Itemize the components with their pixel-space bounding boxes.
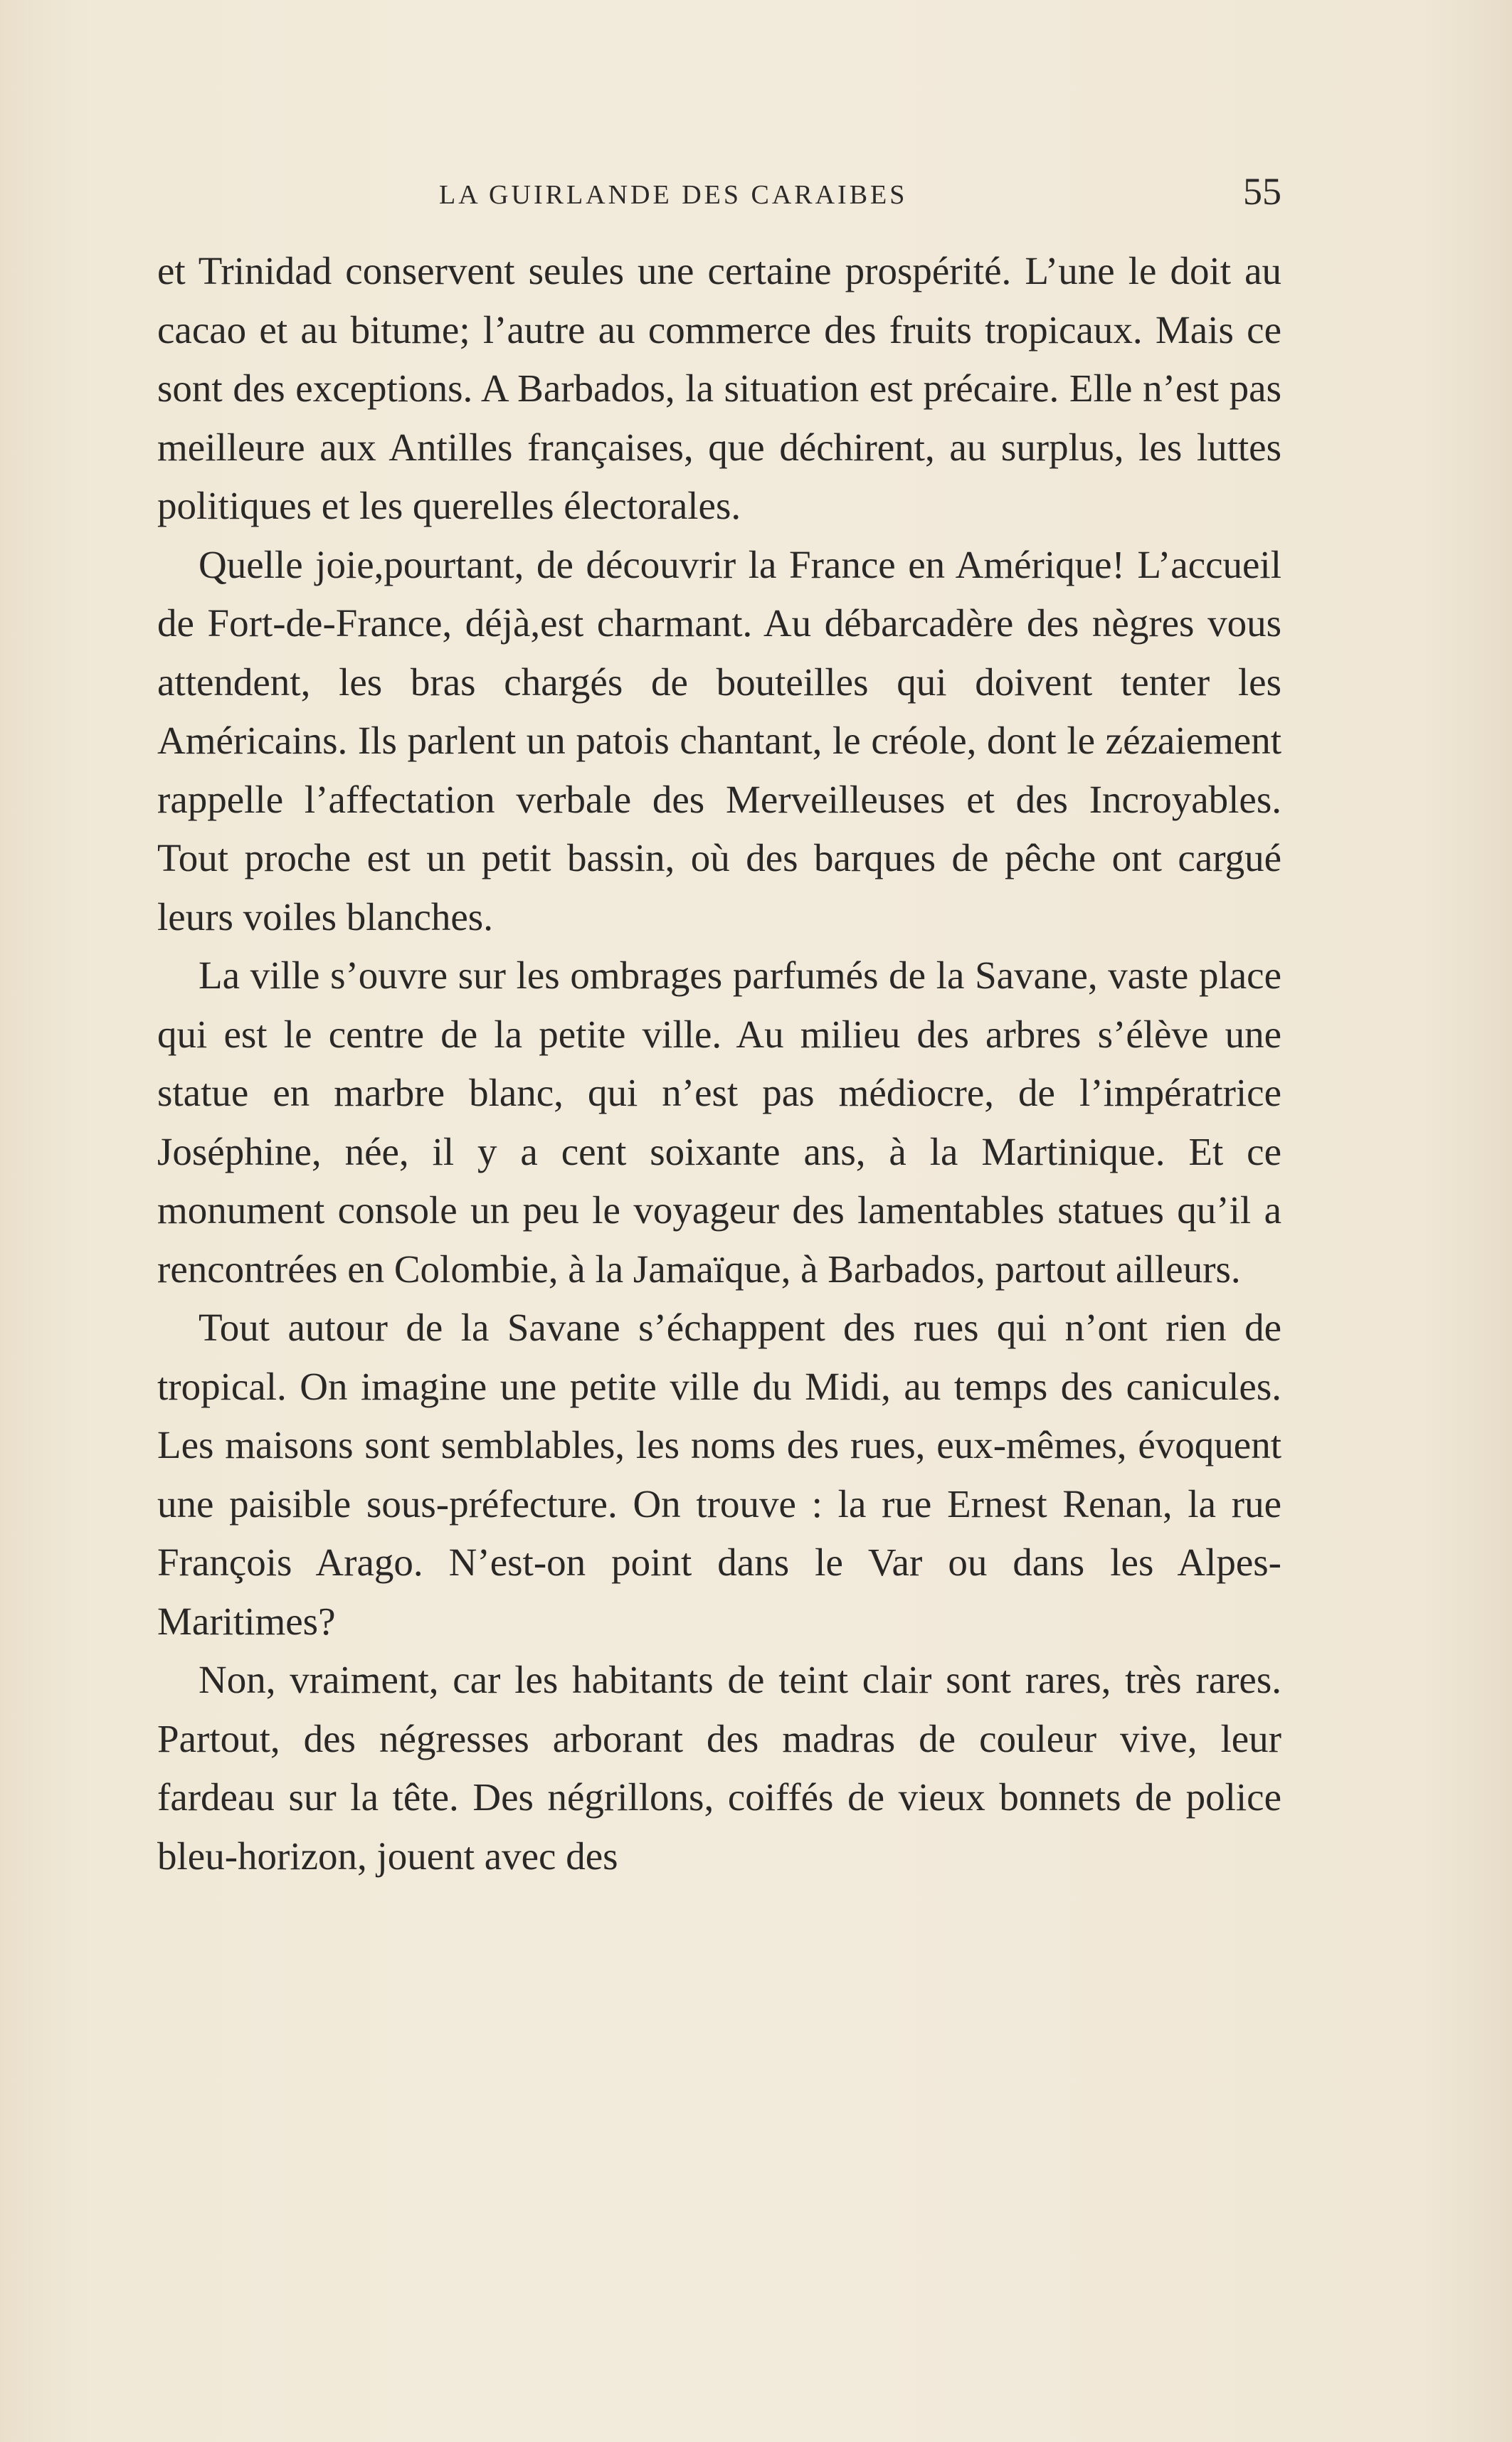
paragraph: Quelle joie,pourtant, de découvrir la France en Amérique! L’accueil de Fort-de-France, déjà,est charmant. Au débarcadère des nègres vous attendent, les bras chargés de bouteilles qui doivent tenter les Américains. Ils parlent un patois chantant, le créole, dont le zézaiement rappelle l’affectation verbale des Merveilleuses et des Incroyables. Tout proche est un petit bassin, où des barques de pêche ont cargué leurs voiles blanches.	[157, 542, 1281, 939]
running-title: LA GUIRLANDE DES CARAIBES	[439, 180, 908, 210]
paragraph: Tout autour de la Savane s’échappent des rues qui n’ont rien de tropical. On imagine une petite ville du Midi, au temps des canicules. Les maisons sont semblables, les noms des rues, eux-mêmes, évoquent une paisible sous-préfecture. On trouve : la rue Ernest Renan, la rue François Arago. N’est-on point dans le Var ou dans les Alpes-Maritimes?	[157, 1306, 1281, 1643]
page-header	[157, 169, 1281, 226]
paragraph: et Trinidad conservent seules une certaine prospérité. L’une le doit au cacao et au bitume; l’autre au commerce des fruits tropicaux. Mais ce sont des exceptions. A Barbados, la situation est précaire. Elle n’est pas meilleure aux Antilles françaises, que déchirent, au surplus, les luttes politiques et les querelles électorales.	[157, 249, 1281, 527]
body-text	[157, 242, 1281, 1886]
paragraph: La ville s’ouvre sur les ombrages parfumés de la Savane, vaste place qui est le centre de la petite ville. Au milieu des arbres s’élève une statue en marbre blanc, qui n’est pas médiocre, de l’impératrice Joséphine, née, il y a cent soixante ans, à la Martinique. Et ce monument console un peu le voyageur des lamentables statues qu’il a rencontrées en Colombie, à la Jamaïque, à Barbados, partout ailleurs.	[157, 953, 1281, 1291]
page-number: 55	[1243, 170, 1281, 213]
paragraph: Non, vraiment, car les habitants de teint clair sont rares, très rares. Partout, des négresses arborant des madras de couleur vive, leur fardeau sur la tête. Des négrillons, coiffés de vieux bonnets de police bleu-horizon, jouent avec des	[157, 1658, 1281, 1878]
